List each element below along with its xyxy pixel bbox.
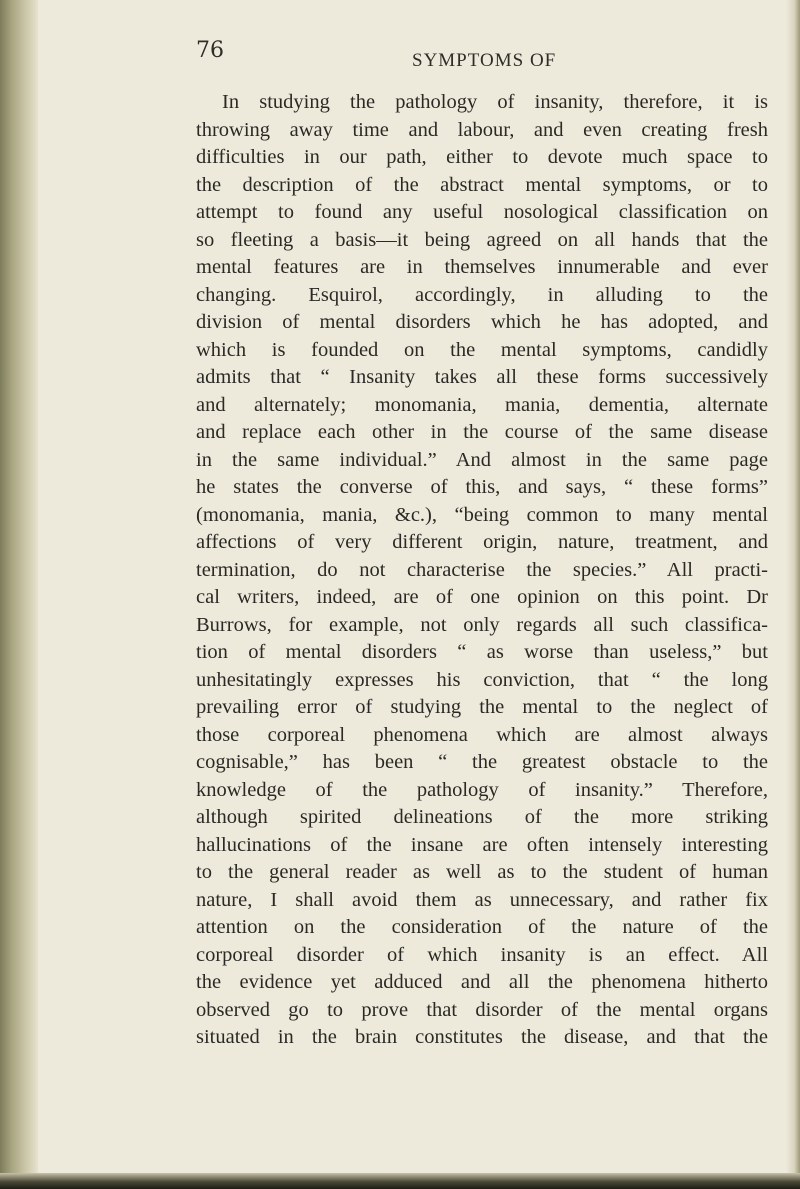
text-line: situated in the brain constitutes the disease, and that the: [196, 1026, 768, 1048]
text-line: nature, I shall avoid them as unnecessary, and rather fix: [196, 888, 768, 911]
text-line: difficulties in our path, either to devote much space to: [196, 146, 768, 168]
text-line: hallucinations of the insane are often intensely interesting: [196, 833, 768, 856]
text-line: to the general reader as well as to the student of human: [196, 861, 768, 883]
running-head: SYMPTOMS OF: [412, 50, 557, 71]
text-line: the description of the abstract mental symptoms, or to: [196, 173, 768, 196]
text-line: knowledge of the pathology of insanity.” Therefore,: [196, 778, 768, 801]
text-line: observed go to prove that disorder of the mental organs: [196, 998, 768, 1021]
body-paragraph: [196, 89, 768, 1052]
text-line: In studying the pathology of insanity, therefore, it is: [222, 91, 768, 113]
text-line: in the same individual.” And almost in the same page: [196, 448, 768, 471]
text-line: which is founded on the mental symptoms, candidly: [196, 338, 768, 361]
text-line: prevailing error of studying the mental to the neglect of: [196, 696, 768, 718]
text-line: throwing away time and labour, and even creating fresh: [196, 118, 768, 141]
page-right-edge: [786, 0, 800, 1189]
text-line: cal writers, indeed, are of one opinion on this point. Dr: [196, 586, 768, 608]
text-line: he states the converse of this, and says, “ these forms”: [196, 476, 768, 498]
text-line: corporeal disorder of which insanity is an effect. All: [196, 943, 768, 966]
page-binding-shadow: [0, 0, 38, 1189]
text-line: admits that “ Insanity takes all these forms successively: [196, 366, 768, 388]
page-number: 76: [196, 38, 224, 63]
text-line: division of mental disorders which he has adopted, and: [196, 311, 768, 333]
text-line: termination, do not characterise the species.” All practi-: [196, 558, 768, 581]
text-line: attempt to found any useful nosological classification on: [196, 201, 768, 223]
text-line: unhesitatingly expresses his conviction, that “ the long: [196, 668, 768, 691]
text-line: those corporeal phenomena which are almost always: [196, 723, 768, 746]
text-line: changing. Esquirol, accordingly, in alluding to the: [196, 283, 768, 306]
text-line: the evidence yet adduced and all the phenomena hitherto: [196, 971, 768, 993]
text-line: tion of mental disorders “ as worse than useless,” but: [196, 641, 768, 663]
text-line: Burrows, for example, not only regards all such classifica-: [196, 613, 768, 636]
text-line: attention on the consideration of the nature of the: [196, 916, 768, 938]
page-bottom-edge: [0, 1173, 800, 1189]
text-line: although spirited delineations of the more striking: [196, 806, 768, 828]
text-line: and replace each other in the course of the same disease: [196, 421, 768, 443]
text-line: and alternately; monomania, mania, dementia, alternate: [196, 393, 768, 416]
text-line: cognisable,” has been “ the greatest obstacle to the: [196, 751, 768, 773]
text-line: so fleeting a basis—it being agreed on all hands that the: [196, 228, 768, 251]
text-line: (monomania, mania, &c.), “being common to many mental: [196, 503, 768, 526]
text-line: mental features are in themselves innumerable and ever: [196, 256, 768, 278]
text-line: affections of very different origin, nature, treatment, and: [196, 531, 768, 553]
